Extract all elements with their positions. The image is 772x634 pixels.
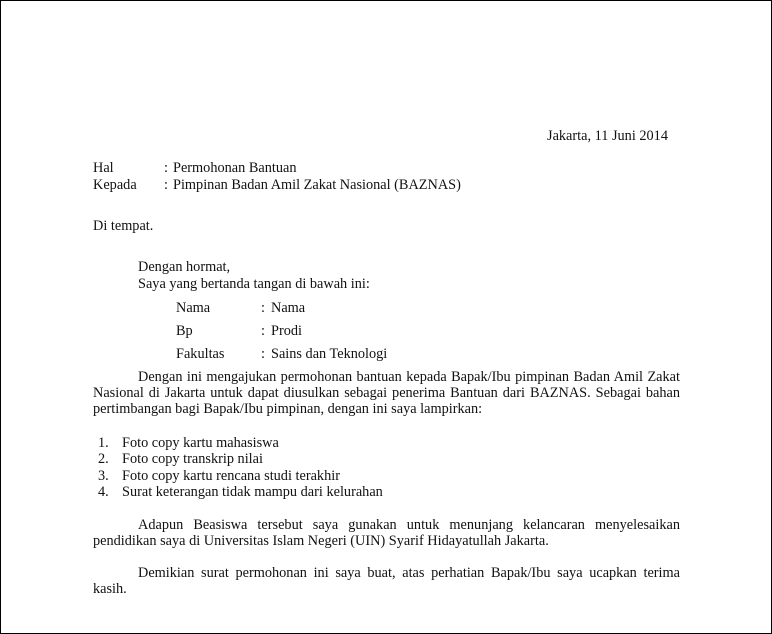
location-line: Di tempat.	[93, 218, 154, 234]
header-separator: :	[164, 160, 168, 176]
attachment-text: Foto copy kartu mahasiswa	[122, 435, 279, 451]
header-separator: :	[164, 177, 168, 193]
header-row-recipient	[93, 177, 461, 193]
attachment-item	[98, 451, 263, 467]
identity-label: Bp	[176, 323, 193, 339]
request-paragraph: Dengan ini mengajukan permohonan bantuan kepada Bapak/Ibu pimpinan Badan Amil Zakat Nasional di Jakarta untuk dapat diusulkan sebagai penerima Bantuan dari BAZNAS. Sebagai bahan pertimbangan bagi Bapak/Ibu pimpinan, dengan ini saya lampirkan:	[93, 369, 680, 417]
place-date: Jakarta, 11 Juni 2014	[547, 128, 668, 144]
attachment-item	[98, 435, 279, 451]
identity-separator: :	[261, 346, 265, 362]
identity-value: Prodi	[271, 323, 302, 339]
attachment-text: Foto copy kartu rencana studi terakhir	[122, 468, 340, 484]
attachment-item	[98, 468, 340, 484]
scholarship-paragraph: Adapun Beasiswa tersebut saya gunakan untuk menunjang kelancaran menyelesaikan pendidikan saya di Universitas Islam Negeri (UIN) Syarif Hidayatullah Jakarta.	[93, 517, 680, 549]
header-value: Pimpinan Badan Amil Zakat Nasional (BAZNAS)	[173, 177, 461, 193]
attachment-number: 1.	[98, 435, 109, 451]
attachment-text: Surat keterangan tidak mampu dari kelurahan	[122, 484, 383, 500]
greeting: Dengan hormat,	[138, 259, 231, 275]
attachment-item	[98, 484, 383, 500]
identity-label: Nama	[176, 300, 211, 316]
attachment-number: 4.	[98, 484, 109, 500]
attachment-text: Foto copy transkrip nilai	[122, 451, 263, 467]
header-value: Permohonan Bantuan	[173, 160, 297, 176]
identity-value: Nama	[271, 300, 306, 316]
attachment-number: 2.	[98, 451, 109, 467]
closing-paragraph: Demikian surat permohonan ini saya buat, atas perhatian Bapak/Ibu saya ucapkan terima kasih.	[93, 565, 680, 597]
header-label: Kepada	[93, 177, 137, 193]
attachment-number: 3.	[98, 468, 109, 484]
intro-line: Saya yang bertanda tangan di bawah ini:	[138, 276, 370, 292]
header-row-subject	[93, 160, 297, 176]
identity-row-faculty	[176, 346, 387, 362]
identity-label: Fakultas	[176, 346, 225, 362]
identity-separator: :	[261, 323, 265, 339]
identity-row-bp	[176, 323, 302, 339]
identity-value: Sains dan Teknologi	[271, 346, 388, 362]
identity-separator: :	[261, 300, 265, 316]
identity-row-name	[176, 300, 305, 316]
header-label: Hal	[93, 160, 114, 176]
